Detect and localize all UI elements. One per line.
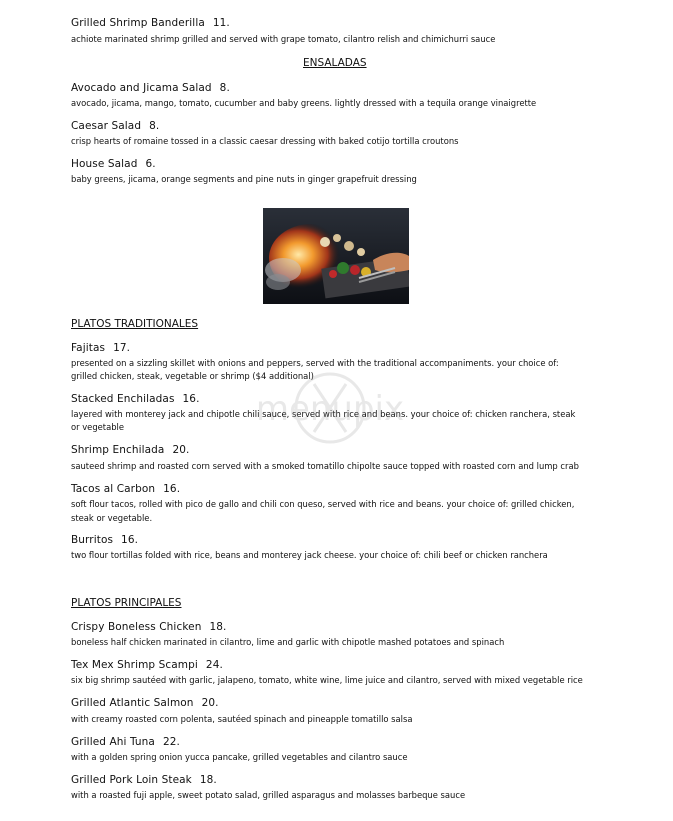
menu-item-name: Caesar Salad 8. [71, 120, 160, 132]
section-heading-ensaladas: ENSALADAS [303, 57, 367, 69]
section-heading-principales: PLATOS PRINCIPALES [71, 597, 182, 609]
menu-item-name: Grilled Shrimp Banderilla 11. [71, 17, 230, 29]
menu-item-description: two flour tortillas folded with rice, beans and monterey jack cheese. your choice of: chili beef or chicken ranchera [71, 550, 548, 560]
menu-item-description: presented on a sizzling skillet with onions and peppers, served with the traditional accompaniments. your choice of: [71, 358, 559, 368]
menu-item-description: with a roasted fuji apple, sweet potato salad, grilled asparagus and molasses barbeque sauce [71, 790, 466, 800]
menu-item-description: sauteed shrimp and roasted corn served with a smoked tomatillo chipolte sauce topped with roasted corn and lump crab [71, 461, 579, 471]
menupix-watermark [210, 368, 450, 448]
menu-item-name: Stacked Enchiladas 16. [71, 393, 200, 405]
menu-item-description: soft flour tacos, rolled with pico de gallo and chili con queso, served with rice and beans. your choice of: grilled chicken, [71, 499, 575, 509]
menu-item-name: Grilled Atlantic Salmon 20. [71, 697, 219, 709]
food-photo-grill [263, 208, 409, 304]
menu-item-name: Shrimp Enchilada 20. [71, 444, 190, 456]
menu-item-name: House Salad 6. [71, 158, 156, 170]
menu-item-description: baby greens, jicama, orange segments and pine nuts in ginger grapefruit dressing [71, 174, 417, 184]
menu-item-description: or vegetable [71, 422, 125, 432]
menu-item-description: steak or vegetable. [71, 513, 153, 523]
menu-item-description: avocado, jicama, mango, tomato, cucumber and baby greens. lightly dressed with a tequila orange vinaigrette [71, 98, 537, 108]
menu-item-name: Fajitas 17. [71, 342, 131, 354]
menu-item-name: Grilled Pork Loin Steak 18. [71, 774, 217, 786]
menu-item-description: achiote marinated shrimp grilled and served with grape tomato, cilantro relish and chimichurri sauce [71, 34, 496, 44]
menu-item-description: layered with monterey jack and chipotle chili sauce, served with rice and beans. your choice of: chicken ranchera, steak [71, 409, 576, 419]
menu-item-name: Avocado and Jicama Salad 8. [71, 82, 230, 94]
menu-item-description: boneless half chicken marinated in cilantro, lime and garlic with chipotle mashed potatoes and spinach [71, 637, 505, 647]
menu-item-name: Burritos 16. [71, 534, 139, 546]
svg-text:menupix: menupix [255, 389, 405, 429]
menu-item-description: grilled chicken, steak, vegetable or shrimp ($4 additional) [71, 371, 314, 381]
menu-item-description: with creamy roasted corn polenta, sautéed spinach and pineapple tomatillo salsa [71, 714, 413, 724]
menu-item-name: Tex Mex Shrimp Scampi 24. [71, 659, 223, 671]
menu-item-description: six big shrimp sautéed with garlic, jalapeno, tomato, white wine, lime juice and cilantro, served with mixed vegetable rice [71, 675, 583, 685]
menu-item-name: Grilled Ahi Tuna 22. [71, 736, 180, 748]
menu-item-name: Tacos al Carbon 16. [71, 483, 181, 495]
section-heading-traditionales: PLATOS TRADITIONALES [71, 318, 199, 330]
menu-item-name: Crispy Boneless Chicken 18. [71, 621, 227, 633]
menu-item-description: crisp hearts of romaine tossed in a classic caesar dressing with baked cotijo tortilla croutons [71, 136, 459, 146]
menu-item-description: with a golden spring onion yucca pancake, grilled vegetables and cilantro sauce [71, 752, 408, 762]
